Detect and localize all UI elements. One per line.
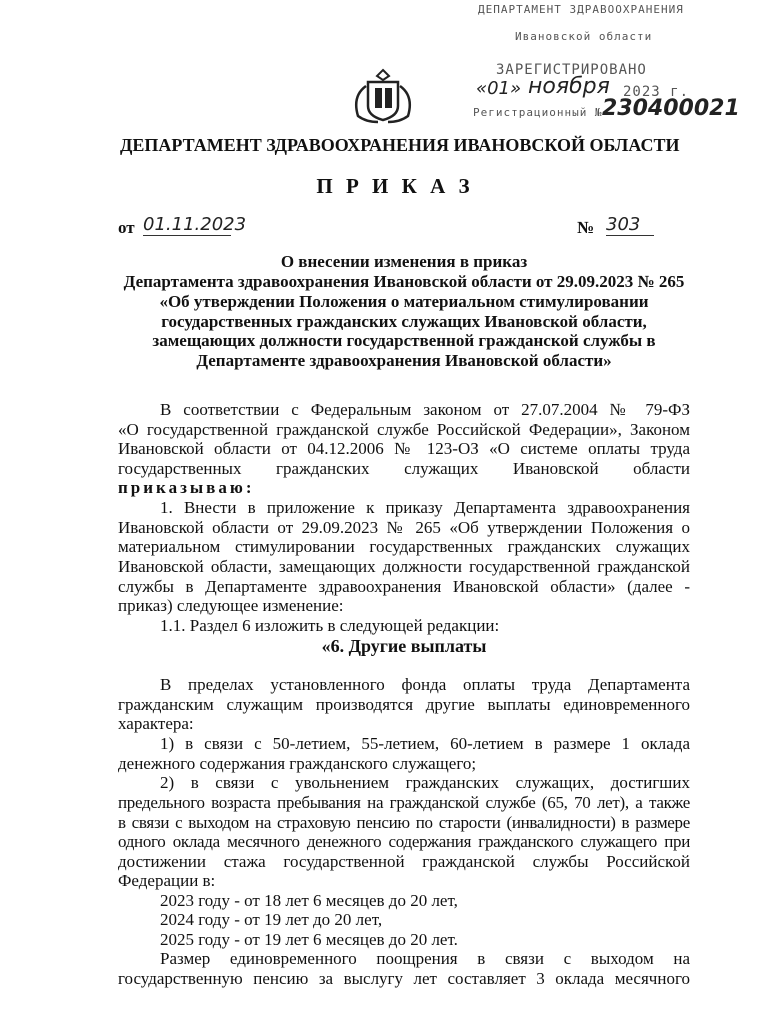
title-line: Департамента здравоохранения Ивановской области от 29.09.2023 № 265 <box>123 272 685 291</box>
order-date: 01.11.2023 <box>143 214 247 235</box>
stamp-reg-number: 230400021 <box>602 96 740 121</box>
body-line: «О государственной гражданской службе Российской Федерации», Законом <box>118 420 690 439</box>
body-line: одного оклада месячного денежного содержания гражданского служащего при <box>118 832 690 851</box>
body-line: 2024 году - от 19 лет до 20 лет, <box>160 910 383 929</box>
stamp-line-2: Ивановской области <box>515 30 653 43</box>
number-label: № <box>577 218 595 237</box>
doc-type: П Р И К А З <box>316 174 474 198</box>
body-line: Федерации в: <box>118 871 216 890</box>
coat-of-arms-emblem <box>348 66 418 126</box>
title-line: государственных гражданских служащих Ивановской области, <box>161 312 647 331</box>
body-line: приказываю: <box>118 478 255 497</box>
order-number: 303 <box>606 214 654 236</box>
body-line: Ивановской области от 29.09.2023 № 265 «Об утверждении Положения о <box>118 518 690 537</box>
body-line: 2) в связи с увольнением гражданских служащих, достигших <box>160 773 690 792</box>
body-line: 1) в связи с 50-летием, 55-летием, 60-летием в размере 1 оклада <box>160 734 690 753</box>
body-line: достижении стажа государственной гражданской службы Российской <box>118 852 690 871</box>
body-line: характера: <box>118 714 194 733</box>
body-line: В соответствии с Федеральным законом от 27.07.2004 № 79-ФЗ <box>160 400 690 419</box>
body-line: предельного возраста пребывания на гражданской службе (65, 70 лет), а также <box>118 793 690 812</box>
title-line: «Об утверждении Положения о материальном стимулировании <box>159 292 649 311</box>
stamp-month: ноября <box>528 74 610 99</box>
body-line: государственных гражданских служащих Ивановской области <box>118 459 690 478</box>
body-line: государственную пенсию за выслугу лет составляет 3 оклада месячного <box>118 969 690 988</box>
body-line: службы в Департаменте здравоохранения Ивановской области» (далее - <box>118 577 690 596</box>
title-line: О внесении изменения в приказ <box>280 252 528 271</box>
body-line: В пределах установленного фонда оплаты труда Департамента <box>160 675 690 694</box>
org-name: ДЕПАРТАМЕНТ ЗДРАВООХРАНЕНИЯ ИВАНОВСКОЙ ОБЛАСТИ <box>120 135 680 155</box>
body-line: 1. Внести в приложение к приказу Департамента здравоохранения <box>160 498 690 517</box>
stamp-line-1: ДЕПАРТАМЕНТ ЗДРАВООХРАНЕНИЯ <box>478 3 684 16</box>
body-line: 2025 году - от 19 лет 6 месяцев до 20 лет. <box>160 930 458 949</box>
body-line: денежного содержания гражданского служащего; <box>118 754 477 773</box>
body-line: в связи с выходом на страховую пенсию по старости (инвалидности) в размере <box>118 813 690 832</box>
title-line: Департаменте здравоохранения Ивановской области» <box>196 351 612 370</box>
section-heading: «6. Другие выплаты <box>321 636 487 656</box>
body-line: Ивановской области, замещающих должности государственной гражданской <box>118 557 690 576</box>
body-line: 1.1. Раздел 6 изложить в следующей редакции: <box>160 616 500 635</box>
body-line: материальном стимулировании государственных гражданских служащих <box>118 537 690 556</box>
stamp-day: «01» <box>476 78 522 99</box>
body-line: Ивановской области от 04.12.2006 № 123-ОЗ «О системе оплаты труда <box>118 439 690 458</box>
stamp-registered: ЗАРЕГИСТРИРОВАНО <box>496 62 647 78</box>
date-label: от <box>118 218 135 237</box>
stamp-year: 2023 г. <box>623 84 690 100</box>
body-line: приказ) следующее изменение: <box>118 596 344 615</box>
stamp-reg-label: Регистрационный № <box>473 106 603 119</box>
body-line: 2023 году - от 18 лет 6 месяцев до 20 лет, <box>160 891 458 910</box>
body-line: Размер единовременного поощрения в связи с выходом на <box>160 949 690 968</box>
body-line: гражданским служащим производятся другие выплаты единовременного <box>118 695 690 714</box>
title-line: замещающих должности государственной гражданской службы в <box>152 331 656 350</box>
